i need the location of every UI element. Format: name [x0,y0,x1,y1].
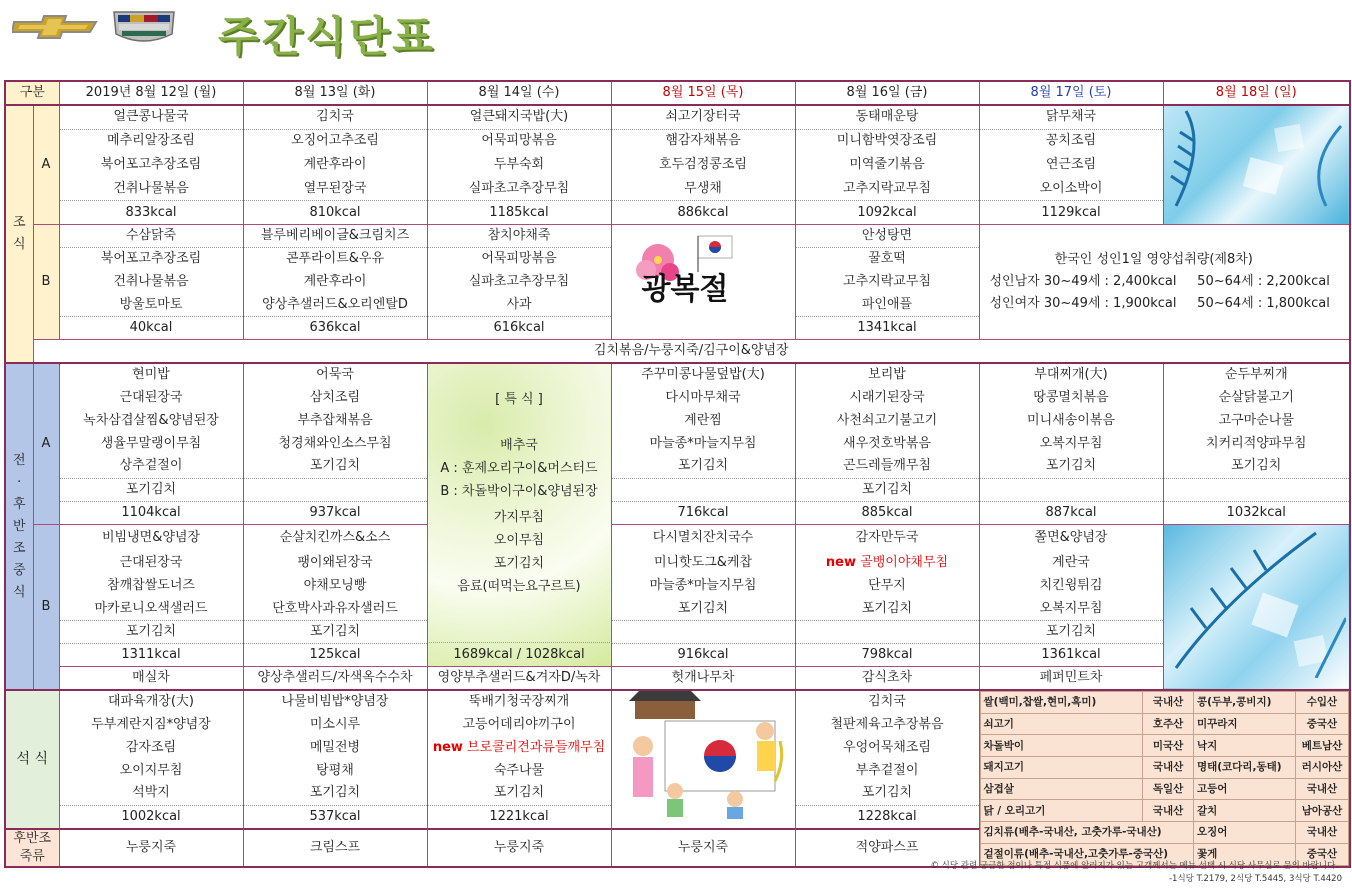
menu-item: 어묵피망볶음 [427,248,611,271]
origin-country: 베트남산 [1295,735,1348,757]
menu-item: 방울토마토 [59,294,243,317]
origin-country: 러시아산 [1295,757,1348,779]
origin-item: 겉절이류(배추-국내산,고춧가루-중국산) [980,843,1193,865]
special-label: [ 특 식 ] [495,392,543,407]
drink-item: 감식초차 [795,667,979,691]
night-item: 크림스프 [243,829,427,867]
origin-row [980,778,1349,800]
menu-item: 건취나물볶음 [59,271,243,294]
menu-item: 오복지무침 [979,432,1163,455]
kcal-value: 1092kcal [795,201,979,225]
menu-item [611,621,795,644]
menu-item [795,621,979,644]
new-menu-item: 브로콜리견과류들깨무침 [467,739,606,755]
menu-item: 순살닭불고기 [1163,386,1350,409]
origin-item: 삼겹살 [980,778,1143,800]
origin-item: 꽃게 [1193,843,1295,865]
menu-item: 쇠고기장터국 [611,105,795,129]
menu-item: 녹차삼겹살찜&양념된장 [59,409,243,432]
menu-item: 계란후라이 [243,153,427,177]
menu-item: 닭무채국 [979,105,1163,129]
kcal-value: 1002kcal [59,805,243,829]
menu-item: 포기김치 [979,455,1163,478]
origin-country: 국내산 [1143,800,1194,822]
origin-item: 쇠고기 [980,713,1143,735]
breakfast-a-label: A [33,105,59,225]
menu-item: 근대된장국 [59,552,243,575]
menu-item: 감자조림 [59,736,243,759]
menu-item [979,478,1163,501]
origin-country: 남아공산 [1295,800,1348,822]
kcal-value: 798kcal [795,644,979,667]
menu-item: 대파육개장(大) [59,690,243,713]
menu-item: 오복지무침 [979,598,1163,621]
kcal-value: 885kcal [795,501,979,524]
breakfast-a-row-2 [5,129,1350,153]
menu-item: 비빔냉면&양념장 [59,524,243,552]
header-day-fri: 8월 16일 (금) [795,81,979,105]
kcal-value: 1221kcal [427,805,611,829]
menu-item: 고추지락교무침 [795,271,979,294]
lunch-a-row-2 [5,386,1350,409]
menu-item: 쫄면&양념장 [979,524,1163,552]
menu-item: 수삼닭죽 [59,225,243,248]
origin-country: 미국산 [1143,735,1194,757]
page-title: 주간식단표 [218,12,436,61]
menu-item: 새우젓호박볶음 [795,432,979,455]
menu-item: 양상추샐러드&오리엔탈D [243,294,427,317]
origin-country: 국내산 [1143,692,1194,714]
lunch-b-row-3 [5,575,1350,598]
header-day-tue: 8월 13일 (화) [243,81,427,105]
menu-item: 열무된장국 [243,177,427,201]
menu-item: 포기김치 [427,782,611,805]
special-item: 음료(떠먹는요구르트) [457,579,581,594]
menu-item: 오이소박이 [979,177,1163,201]
kcal-value: 1341kcal [795,317,979,340]
kcal-value: 810kcal [243,201,427,225]
origin-country: 중국산 [1295,713,1348,735]
special-item: 오이무침 [493,533,545,548]
origin-country: 국내산 [1295,778,1348,800]
menu-item: 계란찜 [611,409,795,432]
kcal-value: 887kcal [979,501,1163,524]
menu-item: 현미밥 [59,363,243,386]
lunch-a-label: A [33,363,59,524]
menu-item: 안성탕면 [795,225,979,248]
kcal-value: 937kcal [243,501,427,524]
menu-item: 땅콩멸치볶음 [979,386,1163,409]
menu-item: 사과 [427,294,611,317]
menu-item: 파인애플 [795,294,979,317]
night-item: 누룽지죽 [427,829,611,867]
origin-country: 호주산 [1143,713,1194,735]
sunday-lunch-illustration [1163,524,1350,690]
kcal-value: 916kcal [611,644,795,667]
kcal-value: 636kcal [243,317,427,340]
menu-item: 생율무말랭이무침 [59,432,243,455]
menu-item: 꽁치조림 [979,129,1163,153]
breakfast-a-row-4 [5,177,1350,201]
menu-item: 메밀전병 [243,736,427,759]
kcal-value: 716kcal [611,501,795,524]
menu-item: 꿀호떡 [795,248,979,271]
menu-item: 고등어데리야끼구이 [427,713,611,736]
menu-item: 미니함박엿장조림 [795,129,979,153]
origin-table [979,690,1350,867]
menu-item: 얼큰돼지국밥(大) [427,105,611,129]
menu-item: 우엉어묵채조림 [795,736,979,759]
footer-phones: -1식당 T.2179, 2식당 T.5445, 3식당 T.4420 [1168,874,1342,884]
nutrition-male: 성인남자 30~49세 : 2,400kcal 50~64세 : 2,200kcal [989,274,1330,289]
origin-item: 고등어 [1193,778,1295,800]
menu-item: 사천쇠고기불고기 [795,409,979,432]
menu-item: 팽이왜된장국 [243,552,427,575]
cadillac-logo [110,10,178,46]
menu-item: 참깨찹쌀도너즈 [59,575,243,598]
menu-item: 다시멸치잔치국수 [611,524,795,552]
lunch-drink-row [5,667,1350,691]
menu-item: 고추지락교무침 [795,177,979,201]
lunch-b-row-5 [5,621,1350,644]
menu-item: 감자만두국 [795,524,979,552]
menu-item: 뚝배기청국장찌개 [427,690,611,713]
kcal-value: 40kcal [59,317,243,340]
menu-item: 마늘종*마늘지무침 [611,432,795,455]
drink-item: 페퍼민트차 [979,667,1163,691]
nutrition-female: 성인여자 30~49세 : 1,900kcal 50~64세 : 1,800kcal [989,296,1330,311]
lunch-a-row-1 [5,363,1350,386]
origin-row [980,800,1349,822]
origin-item: 낙지 [1193,735,1295,757]
thursday-dinner-illustration [611,690,795,829]
drink-item: 양상추샐러드/자색옥수수차 [243,667,427,691]
menu-item: 숙주나물 [427,759,611,782]
menu-item: 북어포고추장조림 [59,248,243,271]
origin-row [980,735,1349,757]
menu-item: 부추겉절이 [795,759,979,782]
origin-item: 미꾸라지 [1193,713,1295,735]
breakfast-a-kcal-row [5,201,1350,225]
menu-item: 포기김치 [611,455,795,478]
menu-item: 곤드레들깨무침 [795,455,979,478]
menu-item: 참치야채죽 [427,225,611,248]
origin-row [980,822,1349,844]
kcal-value: 1185kcal [427,201,611,225]
night-item: 누룽지죽 [611,829,795,867]
lunch-a-row-4 [5,432,1350,455]
menu-item: 포기김치 [243,621,427,644]
lunch-a-kcal-row [5,501,1350,524]
menu-item: 연근조림 [979,153,1163,177]
menu-item: 포기김치 [59,478,243,501]
breakfast-common-row [5,340,1350,364]
menu-item: 주꾸미콩나물덮밥(大) [611,363,795,386]
menu-item: 상추겉절이 [59,455,243,478]
menu-item-new [795,552,979,575]
lunch-a-row-6 [5,478,1350,501]
menu-item: 김치국 [795,690,979,713]
kcal-value: 1129kcal [979,201,1163,225]
menu-item: 포기김치 [59,621,243,644]
breakfast-b-row-1 [5,225,1350,248]
menu-item: 포기김치 [611,598,795,621]
menu-item: 삼치조림 [243,386,427,409]
menu-item: 청경채와인소스무침 [243,432,427,455]
header-day-sat: 8월 17일 (토) [979,81,1163,105]
origin-country: 독일산 [1143,778,1194,800]
menu-item: 단호박사과유자샐러드 [243,598,427,621]
origin-country: 수입산 [1295,692,1348,714]
menu-item: 포기김치 [795,598,979,621]
dinner-section-label: 석 식 [5,690,59,829]
kcal-value: 1311kcal [59,644,243,667]
leaf-ice-illustration [1166,106,1346,216]
menu-item: 단무지 [795,575,979,598]
header-label: 구분 [5,81,59,105]
menu-item: 메추리알장조림 [59,129,243,153]
menu-item: 부대찌개(大) [979,363,1163,386]
kcal-value: 1361kcal [979,644,1163,667]
origin-country: 국내산 [1295,822,1348,844]
breakfast-a-row-1 [5,105,1350,129]
kcal-value: 1228kcal [795,805,979,829]
drink-item: 매실차 [59,667,243,691]
kcal-value: 833kcal [59,201,243,225]
menu-item: 오징어고추조림 [243,129,427,153]
header-day-mon: 2019년 8월 12일 (월) [59,81,243,105]
origin-item: 김치류(배추-국내산, 고춧가루-국내산) [980,822,1193,844]
menu-item: 실파초고추장무침 [427,177,611,201]
menu-item: 실파초고추장무침 [427,271,611,294]
lunch-b-label: B [33,524,59,690]
menu-item: 계란후라이 [243,271,427,294]
menu-item: 마카로니오색샐러드 [59,598,243,621]
ice-leaf-illustration [1166,528,1346,678]
night-label: 후반조 죽류 [13,830,52,864]
origin-item: 차돌박이 [980,735,1143,757]
liberation-day-art [611,225,795,340]
drink-item: 헛개나무차 [611,667,795,691]
origin-item: 명태(코다리,동태) [1193,757,1295,779]
menu-item: 얼큰콩나물국 [59,105,243,129]
origin-row [980,713,1349,735]
header-day-sun: 8월 18일 (일) [1163,81,1350,105]
menu-item: 철판제육고추장볶음 [795,713,979,736]
menu-item: 미역줄기볶음 [795,153,979,177]
lunch-b-row-4 [5,598,1350,621]
menu-item: 야채모닝빵 [243,575,427,598]
origin-grid [980,691,1350,866]
kcal-value: 616kcal [427,317,611,340]
special-kcal: 1689kcal / 1028kcal [429,642,610,666]
new-badge: new [825,555,857,570]
origin-row [980,692,1349,714]
header-row [5,81,1350,105]
menu-item: 햄감자채볶음 [611,129,795,153]
menu-item: 석박지 [59,782,243,805]
breakfast-section-label: 조식 [5,105,33,363]
special-meal-cell [427,363,611,667]
special-item: A : 훈제오리구이&머스터드 [440,461,598,476]
menu-item: 어묵피망볶음 [427,129,611,153]
night-item: 누룽지죽 [59,829,243,867]
menu-item: 호두검정콩조림 [611,153,795,177]
weekly-menu-table [4,80,1351,868]
family-flag-illustration [615,691,791,819]
menu-item: 건취나물볶음 [59,177,243,201]
menu-item: 보리밥 [795,363,979,386]
origin-item: 돼지고기 [980,757,1143,779]
lunch-section-label: 전·후반 조 중식 [5,363,33,690]
footer-note: © 식당 관련 궁금한 점이나 특정 식품에 알러지가 있는 고객께서는 메뉴 선택 시 식당 사무실로 문의 바랍니다. [930,861,1338,871]
header-day-thu: 8월 15일 (목) [611,81,795,105]
kcal-value: 1032kcal [1163,501,1350,524]
kcal-value: 886kcal [611,201,795,225]
menu-item: 근대된장국 [59,386,243,409]
menu-item [243,478,427,501]
nutrition-info [979,225,1350,340]
menu-item: 포기김치 [243,455,427,478]
special-item: 배추국 [500,438,538,453]
menu-item: 어묵국 [243,363,427,386]
night-item: 적양파스프 [795,829,979,867]
menu-item: 포기김치 [795,782,979,805]
kcal-value: 1104kcal [59,501,243,524]
origin-item: 오징어 [1193,822,1295,844]
menu-item: 동태매운탕 [795,105,979,129]
menu-item: 포기김치 [1163,455,1350,478]
common-side-dish: 김치볶음/누룽지죽/김구이&양념장 [33,340,1350,364]
special-item: 포기김치 [493,556,545,571]
breakfast-a-row-3 [5,153,1350,177]
lunch-b-row-2 [5,552,1350,575]
menu-item: 김치국 [243,105,427,129]
menu-item: 치킨윙튀김 [979,575,1163,598]
lunch-a-row-3 [5,409,1350,432]
kcal-value: 125kcal [243,644,427,667]
menu-item: 탕평채 [243,759,427,782]
menu-item: 고구마순나물 [1163,409,1350,432]
breakfast-b-label: B [33,225,59,340]
menu-item-new [427,736,611,759]
menu-item: 북어포고추장조림 [59,153,243,177]
sunday-breakfast-illustration [1163,105,1350,225]
new-menu-item: 골뱅이야채무침 [860,555,949,570]
origin-item: 콩(두부,콩비지) [1193,692,1295,714]
lunch-a-row-5 [5,455,1350,478]
menu-item: 나물비빔밥*양념장 [243,690,427,713]
origin-item: 갈치 [1193,800,1295,822]
page-header [0,0,1352,80]
liberation-day-text: 광복절 [641,272,729,307]
menu-item: 시래기된장국 [795,386,979,409]
menu-item: 포기김치 [979,621,1163,644]
origin-row [980,757,1349,779]
special-item: B : 차돌박이구이&양념된장 [440,484,598,499]
menu-item: 무생채 [611,177,795,201]
night-section-label [5,829,59,867]
menu-item: 블루베리베이글&크림치즈 [243,225,427,248]
drink-item: 영양부추샐러드&겨자D/녹차 [427,667,611,691]
menu-item: 두부계란지짐*양념장 [59,713,243,736]
menu-item: 미소시루 [243,713,427,736]
menu-item: 두부숙회 [427,153,611,177]
menu-item: 오이지무침 [59,759,243,782]
menu-item: 미니핫도그&케찹 [611,552,795,575]
origin-item: 닭 / 오리고기 [980,800,1143,822]
lunch-b-row-1 [5,524,1350,552]
header-day-wed: 8월 14일 (수) [427,81,611,105]
menu-item: 미니새송이볶음 [979,409,1163,432]
kcal-value: 537kcal [243,805,427,829]
menu-item: 다시마무채국 [611,386,795,409]
menu-item [1163,478,1350,501]
origin-country: 국내산 [1143,757,1194,779]
menu-item: 순두부찌개 [1163,363,1350,386]
origin-item: 쌀(백미,찹쌀,현미,흑미) [980,692,1143,714]
menu-item: 순살치킨까스&소스 [243,524,427,552]
chevrolet-logo [12,14,98,40]
new-badge: new [432,739,463,755]
menu-item: 포기김치 [243,782,427,805]
menu-item: 포기김치 [795,478,979,501]
lunch-b-kcal-row [5,644,1350,667]
dinner-row-1 [5,690,1350,713]
menu-item: 부추잡채볶음 [243,409,427,432]
menu-item [611,478,795,501]
menu-item: 마늘종*마늘지무침 [611,575,795,598]
nutrition-title: 한국인 성인1일 영양섭취량(제8차) [1054,252,1253,267]
menu-item: 콘푸라이트&우유 [243,248,427,271]
origin-country: 중국산 [1295,843,1348,865]
special-item: 가지무침 [493,510,545,525]
menu-item: 치커리적양파무침 [1163,432,1350,455]
menu-item: 계란국 [979,552,1163,575]
